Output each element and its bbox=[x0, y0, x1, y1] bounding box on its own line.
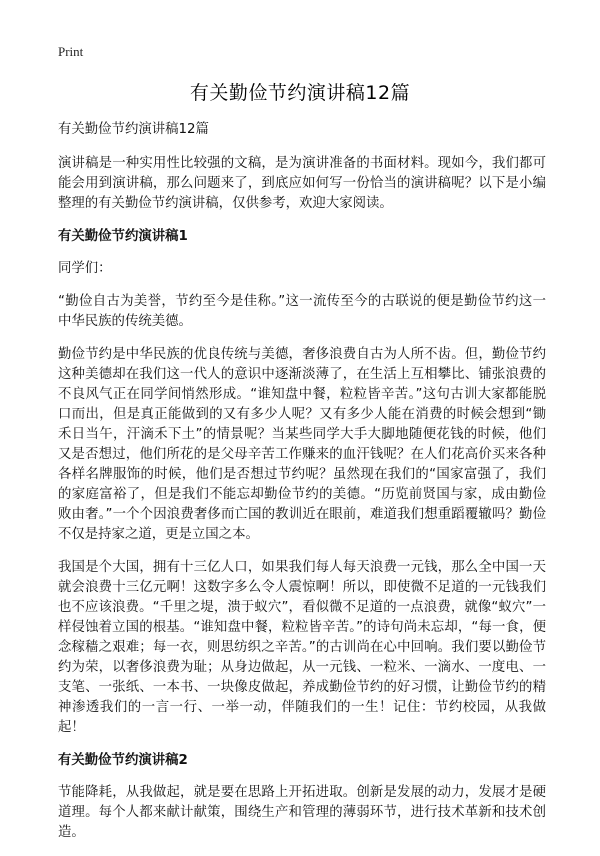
intro-paragraph: 演讲稿是一种实用性比较强的文稿，是为演讲准备的书面材料。现如今，我们都可能会用到演讲稿，那么问题来了，到底应如何写一份恰当的演讲稿呢？以下是小编整理的有关勤俭节约演讲稿，仅供参考，欢迎大家阅读。 bbox=[58, 156, 546, 211]
paragraph: 节能降耗，从我做起，就是要在思路上开拓进取。创新是发展的动力，发展才是硬道理。每个人都来献计献策，围绕生产和管理的薄弱环节，进行技术革新和技术创造。 bbox=[58, 785, 546, 840]
article-body bbox=[58, 120, 546, 856]
article-subtitle: 有关勤俭节约演讲稿12篇 bbox=[58, 122, 209, 137]
section-heading-2: 有关勤俭节约演讲稿2 bbox=[58, 753, 188, 768]
print-label[interactable]: Print bbox=[58, 44, 84, 59]
paragraph: “勤俭自古为美誉，节约至今是佳称。”这一流传至今的古联说的便是勤俭节约这一中华民族的传统美德。 bbox=[58, 294, 546, 329]
section-heading-1: 有关勤俭节约演讲稿1 bbox=[58, 229, 188, 244]
greeting: 同学们： bbox=[58, 261, 112, 276]
page-title: 有关勤俭节约演讲稿12篇 bbox=[189, 82, 411, 104]
paragraph: 勤俭节约是中华民族的优良传统与美德，奢侈浪费自古为人所不齿。但，勤俭节约这种美德却在我们这一代人的意识中逐渐淡薄了，在生活上互相攀比、铺张浪费的不良风气正在同学间悄然形成。“谁知盘中餐，粒粒皆辛苦。”这句古训大家都能脱口而出，但是真正能做到的又有多少人呢？又有多少人能在消费的时候会想到“锄禾日当午，汗滴禾下土”的情景呢？当某些同学大手大脚地随便花钱的时候，他们又是否想过，他们所花的是父母辛苦工作赚来的血汗钱呢？在人们花高价买来各种各样名牌服饰的时候，他们是否想过节约呢？虽然现在我们的“国家富强了，我们的家庭富裕了，但是我们不能忘却勤俭节约的美德。“历览前贤国与家，成由勤俭败由奢。”一个个因浪费奢侈而亡国的教训近在眼前，难道我们想重蹈覆辙吗？勤俭不仅是持家之道，更是立国之本。 bbox=[58, 347, 546, 542]
paragraph: 我国是个大国，拥有十三亿人口，如果我们每人每天浪费一元钱，那么全中国一天就会浪费十三亿元啊！这数字多么令人震惊啊！所以，即使微不足道的一元钱我们也不应该浪费。“千里之堤，溃于蚁穴”，看似微不足道的一点浪费，就像“蚁穴”一样侵蚀着立国的根基。“谁知盘中餐，粒粒皆辛苦。”的诗句尚未忘却，“每一食，便念稼穑之艰难；每一衣，则思纺织之辛苦。”的古训尚在心中回响。我们要以勤俭节约为荣，以奢侈浪费为耻；从身边做起，从一元钱、一粒米、一滴水、一度电、一支笔、一张纸、一本书、一块像皮做起，养成勤俭节约的好习惯，让勤俭节约的精神渗透我们的一言一行、一举一动，伴随我们的一生！记住：节约校园，从我做起！ bbox=[58, 560, 546, 735]
